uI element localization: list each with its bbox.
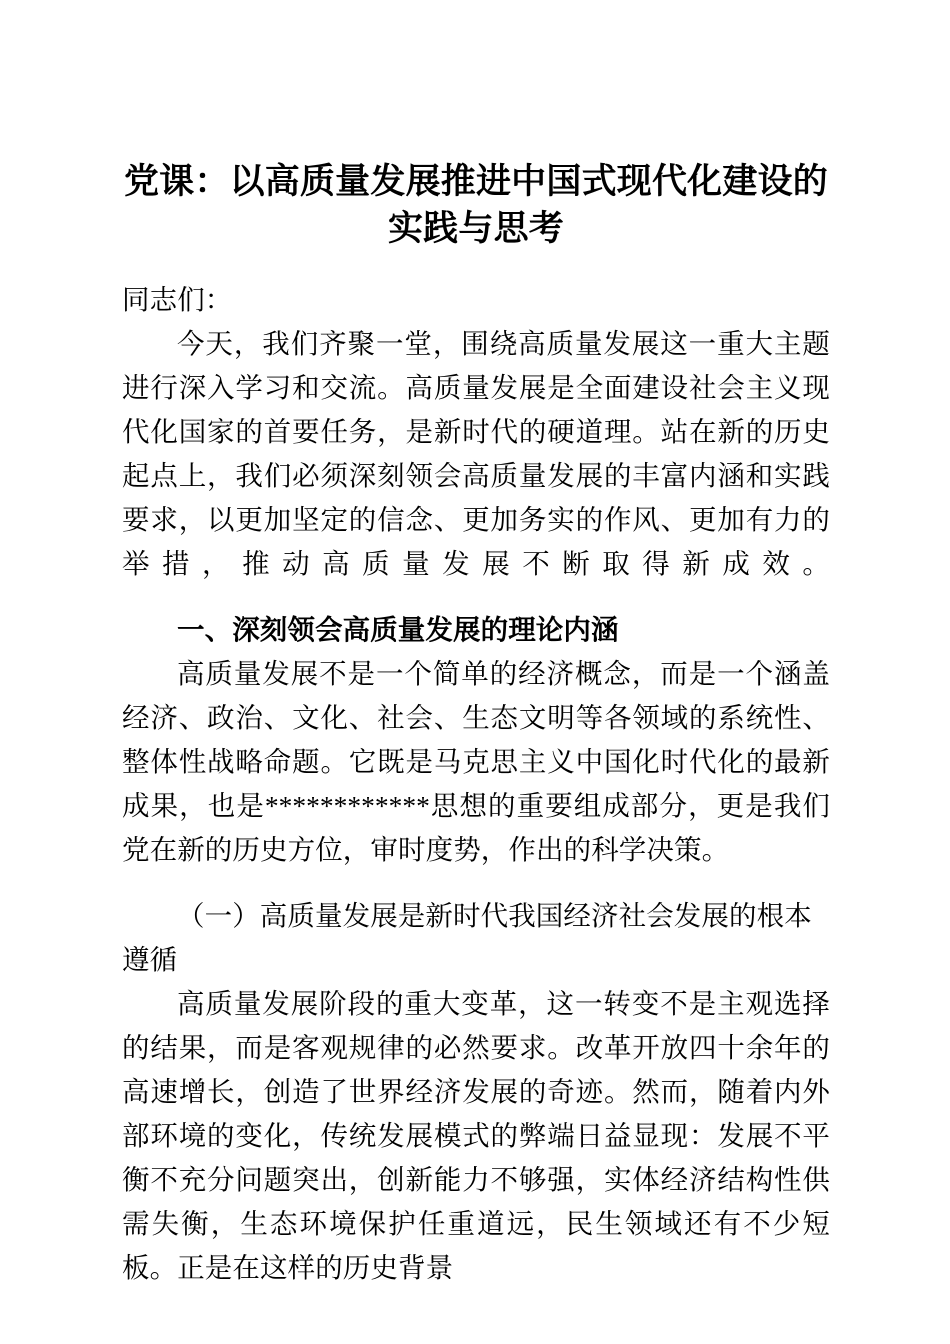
page-title-line-2: 实践与思考 xyxy=(387,209,564,248)
page-title xyxy=(122,0,830,252)
redacted-name: ************ xyxy=(264,790,430,821)
page-title-line-1: 党课：以高质量发展推进中国式现代化建设的 xyxy=(123,162,828,201)
subsection-1-1-paragraph: 高质量发展阶段的重大变革，这一转变不是主观选择的结果，而是客观规律的必然要求。改革开放四十余年的高速增长，创造了世界经济发展的奇迹。然而，随着内外部环境的变化，传统发展模式的弊端日益显现：发展不平衡不充分问题突出，创新能力不够强，实体经济结构性供需失衡，生态环境保护任重道远，民生领域还有不少短板。正是在这样的历史背景 xyxy=(122,988,830,1283)
opening-paragraph: 今天，我们齐聚一堂，围绕高质量发展这一重大主题进行深入学习和交流。高质量发展是全面建设社会主义现代化国家的首要任务，是新时代的硬道理。站在新的历史起点上，我们必须深刻领会高质量发展的丰富内涵和实践要求，以更加坚定的信念、更加务实的作风、更加有力的举措，推动高质量发展不断取得新成效。 xyxy=(122,328,830,579)
section-heading-1: 一、深刻领会高质量发展的理论内涵 xyxy=(177,614,619,645)
section-1-paragraph-1-text-a: 高质量发展不是一个简单的经济概念，而是一个涵盖经济、政治、文化、社会、生态文明等各领域的系统性、整体性战略命题。它既是马克思主义中国化时代化的最新成果，也是 xyxy=(122,658,830,821)
salutation: 同志们： xyxy=(122,284,233,315)
section-1-paragraph-1 xyxy=(122,652,830,872)
subsection-heading-1-1: （一）高质量发展是新时代我国经济社会发展的根本遵循 xyxy=(122,900,812,975)
document-body xyxy=(122,0,830,1290)
section-1-paragraph-1-text-b: 思想的重要组成部分，更是我们党在新的历史方位，审时度势，作出的科学决策。 xyxy=(122,790,831,865)
